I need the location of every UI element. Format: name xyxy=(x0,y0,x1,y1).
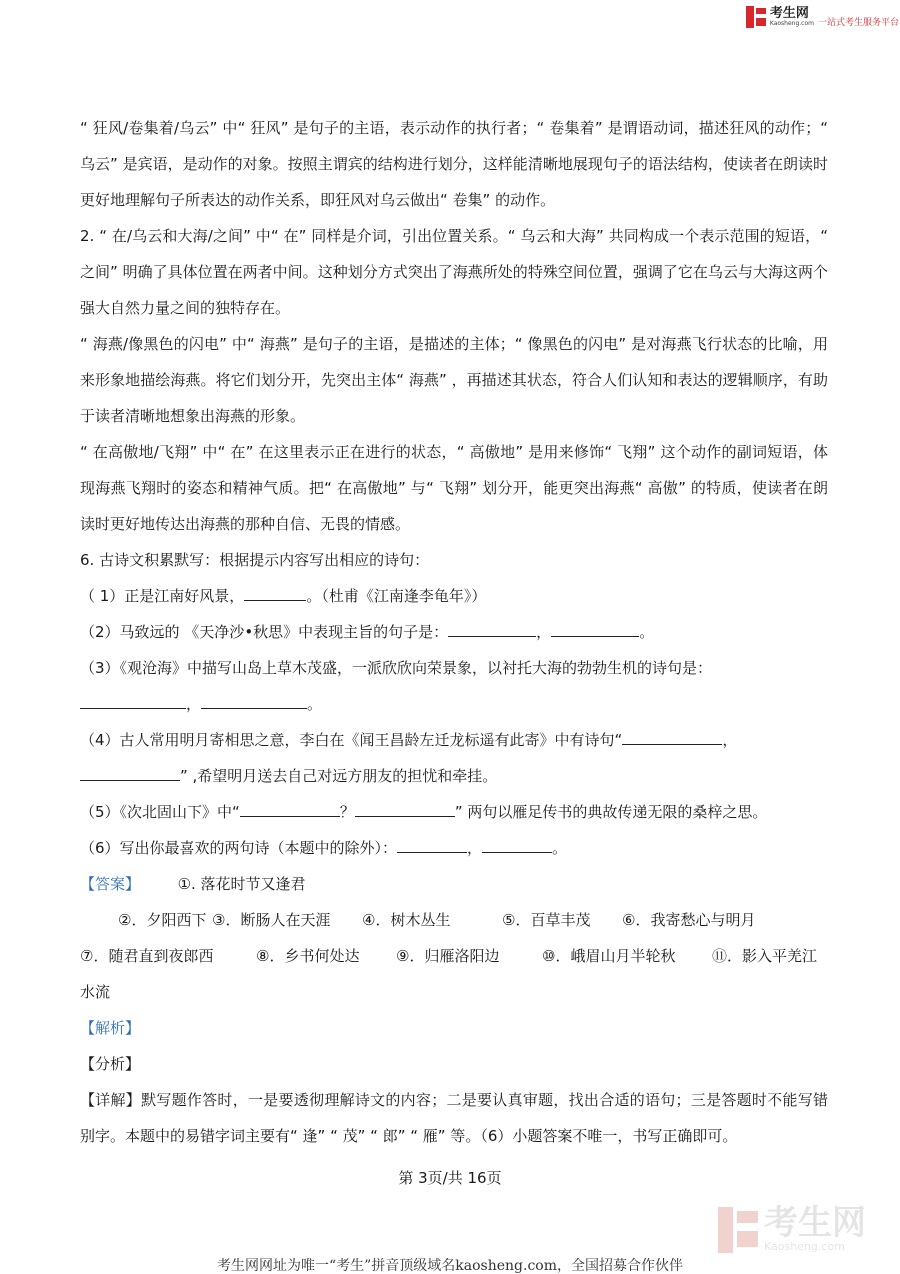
answer-item: ⑪．影入平羌江 xyxy=(712,947,818,965)
question-5-text: （5）《次北固山下》中“ xyxy=(80,803,240,821)
answer-item: ⑧．乡书何处达 xyxy=(256,947,360,965)
answer-blank[interactable] xyxy=(201,693,307,709)
separator: ， xyxy=(467,839,483,857)
answer-item: ④．树木丛生 xyxy=(362,911,451,929)
answer-item: ③．断肠人在天涯 xyxy=(212,911,331,929)
question-title: 6. 古诗文积累默写：根据提示内容写出相应的诗句： xyxy=(80,551,430,569)
page-number: 第 3页/共 16页 xyxy=(398,1169,502,1187)
kaosheng-logo-icon xyxy=(746,6,766,28)
logo-name: 考生网 xyxy=(769,6,809,21)
answer-blank[interactable] xyxy=(240,801,340,817)
footer-notice: 考生网网址为唯一“考生”拼音顶级域名kaosheng.com，全国招募合作伙伴 xyxy=(216,1258,684,1274)
answer-blank[interactable] xyxy=(448,621,536,637)
separator: ， xyxy=(536,623,552,641)
answer-item: ⑨．归雁洛阳边 xyxy=(396,947,500,965)
answer-tag: 【答案】 xyxy=(80,875,141,893)
analysis-sub: 【分析】 xyxy=(80,1055,141,1073)
question-5 xyxy=(80,794,828,830)
question-2-text: （2）马致远的 《天净沙•秋思》中表现主旨的句子是： xyxy=(80,623,449,641)
paragraph-4: “ 在高傲地/飞翔” 中“ 在” 在这里表示正在进行的状态，“ 高傲地” 是用来修饰“ 飞翔” 这个动作的副词短语，体现海燕飞翔时的姿态和精神气质。把“ 在高傲地” 与“ 飞翔” 划分开，能更突出海燕“ 高傲” 的特质，使读者在朗读时更好地传达出海燕的那种自信、无畏的情感。 xyxy=(80,443,828,533)
answer-line-1 xyxy=(80,866,828,902)
answer-line-4: 水流 xyxy=(80,983,111,1001)
separator: ？ xyxy=(339,803,355,821)
period: 。 xyxy=(552,839,568,857)
answer-item: ⑥．我寄愁心与明月 xyxy=(622,911,756,929)
watermark xyxy=(718,1203,866,1253)
answer-item: ⑩．峨眉山月半轮秋 xyxy=(542,947,676,965)
document-body xyxy=(80,110,828,1154)
answer-item: ⑤．百草丰茂 xyxy=(502,911,591,929)
header-logo xyxy=(746,6,814,28)
analysis-tag: 【解析】 xyxy=(80,1019,141,1037)
header-slogan: 一站式考生服务平台 xyxy=(818,18,900,28)
answer-blank[interactable] xyxy=(482,837,552,853)
answer-item: ②．夕阳西下 xyxy=(118,911,207,929)
answer-blank[interactable] xyxy=(622,729,722,745)
question-4-tail: ” ,希望明月送去自己对远方朋友的担忧和牵挂。 xyxy=(180,767,498,785)
period: 。 xyxy=(307,695,323,713)
answer-item: ⑦．随君直到夜郎西 xyxy=(80,947,214,965)
question-1 xyxy=(80,578,828,614)
question-4-cont xyxy=(80,758,828,794)
question-2 xyxy=(80,614,828,650)
paragraph-2: 2. “ 在/乌云和大海/之间” 中“ 在” 同样是介词，引出位置关系。“ 乌云和大海” 共同构成一个表示范围的短语，“ 之间” 明确了具体位置在两者中间。这种划分方式突出了海燕所处的特殊空间位置，强调了它在乌云与大海这两个强大自然力量之间的独特存在。 xyxy=(80,227,828,317)
question-1-text: （ 1）正是江南好风景， xyxy=(80,587,245,605)
answer-blank[interactable] xyxy=(244,585,306,601)
answer-blank[interactable] xyxy=(397,837,467,853)
answer-item: ①. 落花时节又逢君 xyxy=(177,875,306,893)
watermark-logo-icon xyxy=(718,1207,758,1253)
answer-blank[interactable] xyxy=(355,801,455,817)
answer-blank[interactable] xyxy=(80,765,180,781)
watermark-domain: Kaosheng.com xyxy=(764,1240,845,1253)
question-3: （3）《观沧海》中描写山岛上草木茂盛，一派欣欣向荣景象，以衬托大海的勃勃生机的诗句是： xyxy=(80,659,713,677)
answer-line-3 xyxy=(80,938,828,974)
analysis-detail: 【详解】默写题作答时，一是要透彻理解诗文的内容；二是要认真审题，找出合适的语句；三是答题时不能写错别字。本题中的易错字词主要有“ 逢” “ 茂” “ 郎” “ 雁” 等。（6）小题答案不唯一，书写正确即可。 xyxy=(80,1091,828,1145)
separator: ， xyxy=(186,695,202,713)
question-5-tail: ” 两句以雁足传书的典故传递无限的桑梓之思。 xyxy=(454,803,768,821)
answer-line-2 xyxy=(80,902,828,938)
paragraph-1: “ 狂风/卷集着/乌云” 中“ 狂风” 是句子的主语，表示动作的执行者；“ 卷集着” 是谓语动词，描述狂风的动作；“ 乌云” 是宾语，是动作的对象。按照主谓宾的结构进行划分，这样能清晰地展现句子的语法结构，使读者在朗读时更好地理解句子所表达的动作关系，即狂风对乌云做出“ 卷集” 的动作。 xyxy=(80,119,828,209)
question-3-blanks xyxy=(80,686,828,722)
question-4 xyxy=(80,722,828,758)
paragraph-3: “ 海燕/像黑色的闪电” 中“ 海燕” 是句子的主语，是描述的主体；“ 像黑色的闪电” 是对海燕飞行状态的比喻，用来形象地描绘海燕。将它们划分开，先突出主体“ 海燕” ，再描述其状态，符合人们认知和表达的逻辑顺序，有助于读者清晰地想象出海燕的形象。 xyxy=(80,335,828,425)
watermark-name: 考生网 xyxy=(764,1203,866,1243)
question-4-text: （4）古人常用明月寄相思之意，李白在《闻王昌龄左迁龙标遥有此寄》中有诗句“ xyxy=(80,731,623,749)
answer-blank[interactable] xyxy=(551,621,639,637)
question-6 xyxy=(80,830,828,866)
answer-blank[interactable] xyxy=(80,693,186,709)
separator: ， xyxy=(722,731,738,749)
question-6-text: （6）写出你最喜欢的两句诗（本题中的除外）： xyxy=(80,839,398,857)
period: 。 xyxy=(639,623,655,641)
logo-domain: Kaosheng.com xyxy=(769,20,814,27)
question-1-source: 。（杜甫《江南逢李龟年》） xyxy=(306,587,487,605)
